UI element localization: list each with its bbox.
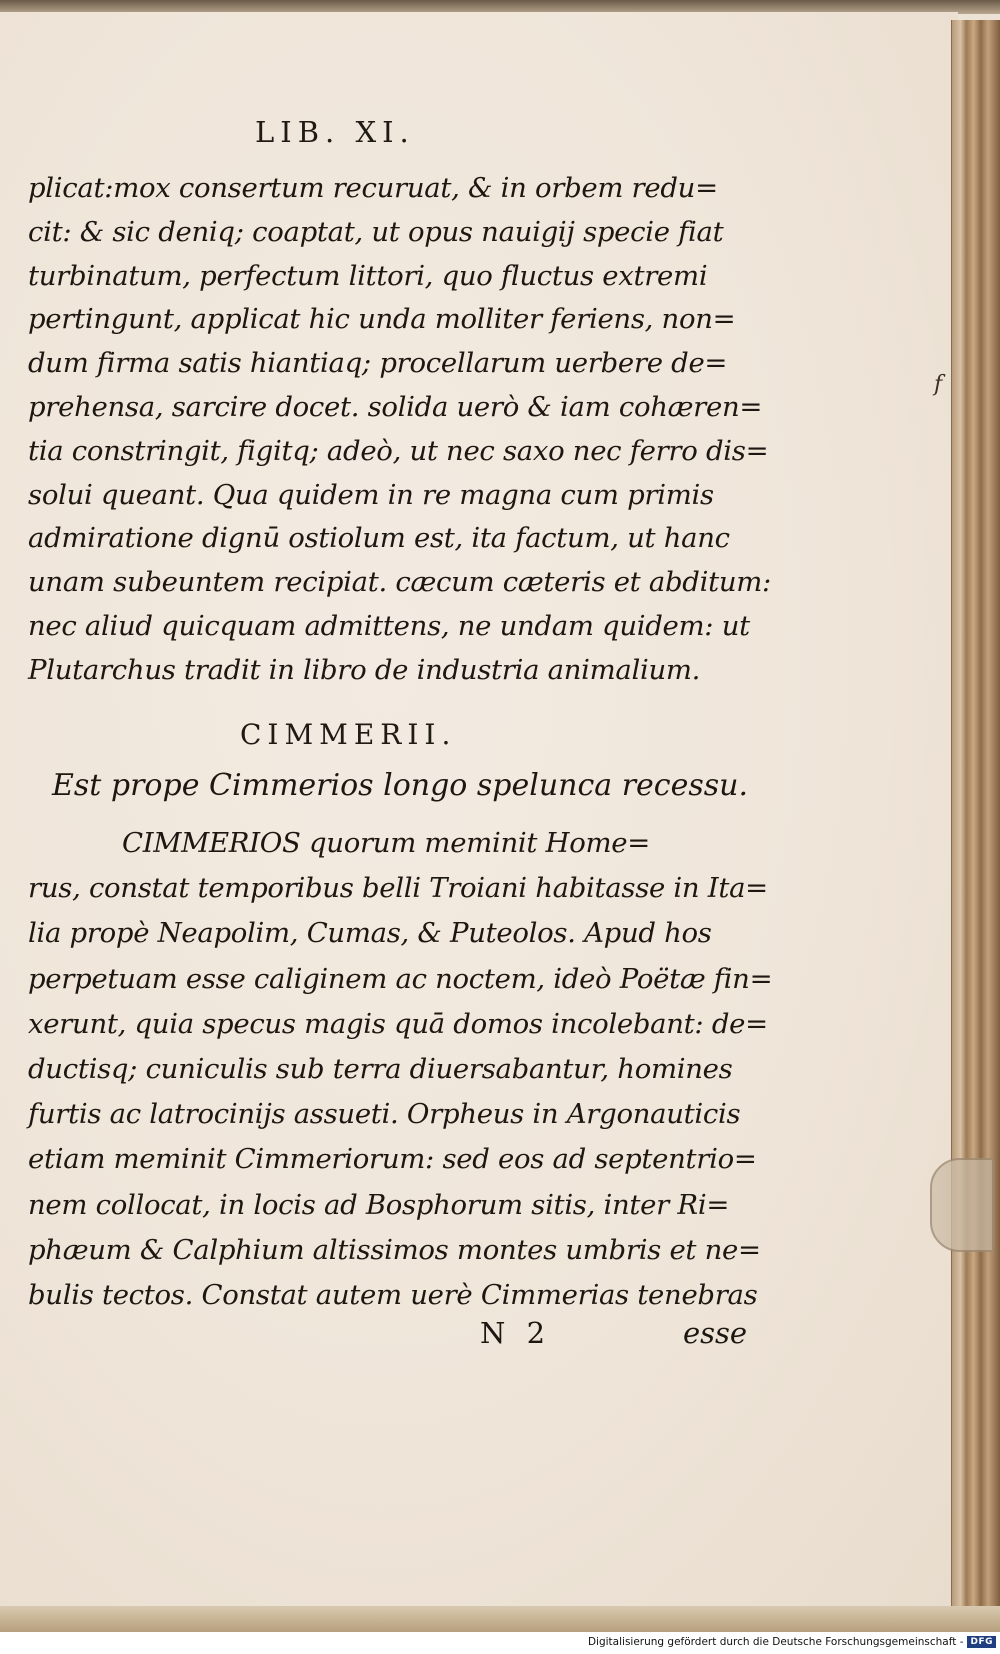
text-line: solui queant. Qua quidem in re magna cum primis — [28, 478, 714, 511]
text-line: turbinatum, perfectum littori, quo fluctus extremi — [28, 259, 708, 292]
text-line: plicat:mox consertum recuruat, & in orbem redu= — [28, 172, 718, 204]
text-line: rus, constat temporibus belli Troiani habitasse in Ita= — [28, 872, 768, 905]
text-line: bulis tectos. Constat autem uerè Cimmerias tenebras — [28, 1279, 758, 1311]
signature-mark: N 2 — [480, 1316, 552, 1350]
text-line: pertingunt, applicat hic unda molliter feriens, non= — [28, 303, 736, 336]
text-line: lia propè Neapolim, Cumas, & Puteolos. Apud hos — [28, 917, 712, 950]
text-line: phæum & Calphium altissimos montes umbris et ne= — [28, 1233, 761, 1266]
text-line: nem collocat, in locis ad Bosphorum sitis, inter Ri= — [28, 1188, 730, 1221]
text-line: dum firma satis hiantiaq; procellarum uerbere de= — [28, 347, 728, 380]
digitization-credit — [588, 1636, 996, 1648]
dfg-logo: DFG — [967, 1636, 996, 1648]
page-fore-edge — [952, 20, 1000, 1620]
text-line: admiratione dignū ostiolum est, ita factum, ut hanc — [28, 522, 730, 555]
margin-mark: f — [934, 372, 943, 397]
running-head: LIB. XI. — [255, 115, 415, 149]
text-line: prehensa, sarcire docet. solida uerò & iam cohæren= — [28, 391, 763, 423]
verse-quotation: Est prope Cimmerios longo spelunca recessu. — [52, 768, 749, 803]
book-bottom-edge — [0, 1606, 1000, 1632]
text-line: nec aliud quicquam admittens, ne undam quidem: ut — [28, 610, 750, 642]
book-clasp — [930, 1158, 994, 1252]
text-line: ductisq; cuniculis sub terra diuersabantur, homines — [28, 1053, 733, 1085]
page-leaf — [0, 12, 958, 1612]
text-line: CIMMERIOS quorum meminit Home= — [122, 827, 650, 859]
section-heading: CIMMERII. — [240, 718, 457, 751]
text-line: perpetuam esse caliginem ac noctem, ideò Poëtæ fin= — [28, 962, 773, 995]
text-line: unam subeuntem recipiat. cæcum cæteris et abditum: — [28, 566, 771, 599]
text-line: furtis ac latrocinijs assueti. Orpheus in Argonauticis — [28, 1098, 741, 1131]
text-line: etiam meminit Cimmeriorum: sed eos ad septentrio= — [28, 1143, 757, 1176]
text-line: Plutarchus tradit in libro de industria animalium. — [28, 653, 701, 686]
text-line: xerunt, quia specus magis quā domos incolebant: de= — [28, 1007, 768, 1040]
credit-text: Digitalisierung gefördert durch die Deutsche Forschungsgemeinschaft - — [587, 1636, 964, 1648]
catchword: esse — [683, 1316, 748, 1350]
text-line: cit: & sic deniq; coaptat, ut opus nauigij specie fiat — [28, 215, 724, 248]
text-line: tia constringit, figitq; adeò, ut nec saxo nec ferro dis= — [28, 434, 769, 467]
